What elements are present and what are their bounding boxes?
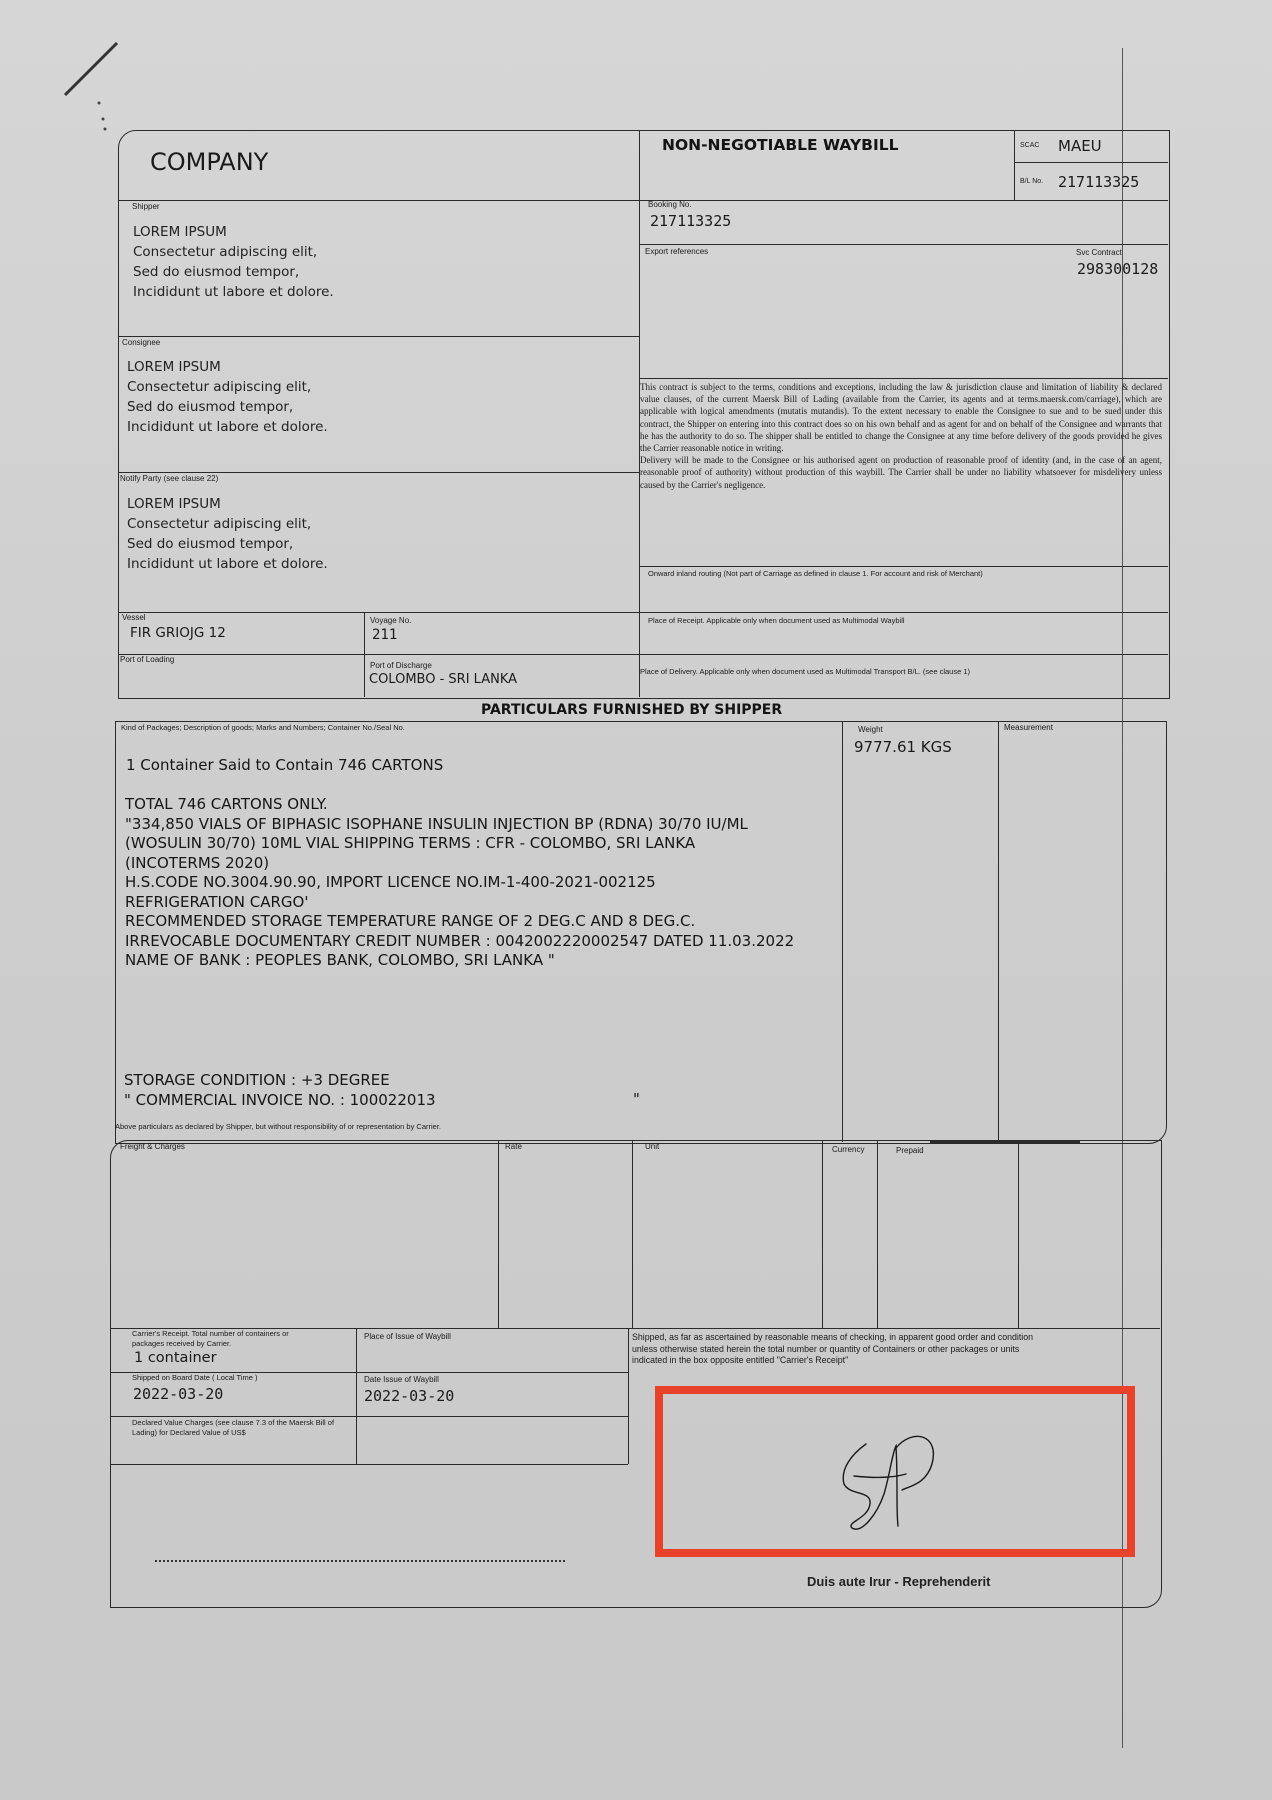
signature-dotted-line (155, 1560, 565, 1562)
cargo-line: " COMMERCIAL INVOICE NO. : 100022013 (124, 1090, 436, 1109)
port-of-discharge-value: COLOMBO - SRI LANKA (369, 672, 518, 687)
terms-top-rule (639, 378, 1168, 379)
cargo-line: NAME OF BANK : PEOPLES BANK, COLOMBO, SRI LANKA " (125, 951, 555, 969)
carriers-receipt-label (132, 1329, 289, 1349)
scac-label: SCAC (1020, 142, 1040, 149)
prepaid-label: Prepaid (896, 1146, 924, 1155)
consignee-line: Consectetur adipiscing elit, (127, 379, 312, 395)
cargo-line: IRREVOCABLE DOCUMENTARY CREDIT NUMBER : 0042002220002547 DATED 11.03.2022 (125, 931, 795, 950)
declared-label-line: Lading) for Declared Value of US$ (132, 1428, 246, 1437)
cargo-line: STORAGE CONDITION : +3 DEGREE (124, 1071, 390, 1089)
svc-contract-label: Svc Contract (1076, 248, 1122, 257)
declared-value-label (132, 1418, 334, 1438)
bl-no-value: 217113325 (1058, 173, 1140, 191)
contract-terms (640, 381, 1162, 491)
place-of-receipt-label: Place of Receipt. Applicable only when document used as Multimodal Waybill (648, 616, 905, 625)
notify-line: Consectetur adipiscing elit, (127, 516, 312, 532)
currency-divider (822, 1140, 823, 1328)
bl-no-label: B/L No. (1020, 178, 1044, 185)
measurement-label: Measurement (1004, 723, 1053, 732)
cargo-line: "334,850 VIALS OF BIPHASIC ISOPHANE INSULIN INJECTION BP (RDNA) 30/70 IU/ML (125, 814, 748, 833)
onward-top-rule (639, 566, 1168, 567)
collect-divider (1018, 1140, 1019, 1328)
cargo-line: (INCOTERMS 2020) (125, 853, 270, 872)
container-line (126, 756, 443, 776)
onward-routing-label: Onward inland routing (Not part of Carriage as defined in clause 1. For account and risk of Merchant) (648, 569, 983, 578)
smudge-mark (930, 1140, 1080, 1143)
declared-bottom-rule (110, 1464, 628, 1465)
shipper-line: LOREM IPSUM (133, 224, 227, 240)
statement-line: unless otherwise stated herein the total number or quantity of Containers or other packages or units (632, 1343, 1020, 1354)
consignee-bottom-rule (118, 472, 639, 473)
company-bottom-rule (118, 200, 639, 201)
receipt-divider (356, 1328, 357, 1464)
declared-top-rule (110, 1416, 628, 1417)
storage-condition (124, 1071, 436, 1110)
vessel-label: Vessel (122, 613, 146, 622)
unit-label: Unit (645, 1142, 660, 1151)
weight-value: 9777.61 KGS (854, 738, 952, 756)
weight-label: Weight (858, 725, 883, 734)
description-label: Kind of Packages; Description of goods; Marks and Numbers; Container No./Seal No. (121, 723, 405, 732)
port-of-discharge-label: Port of Discharge (370, 661, 432, 670)
vessel-value: FIR GRIOJG 12 (130, 625, 226, 641)
shipper-label: Shipper (132, 202, 160, 211)
booking-label: Booking No. (648, 200, 692, 209)
lower-center-divider (628, 1328, 629, 1464)
statement-line: Shipped, as far as ascertained by reasonable means of checking, in apparent good order and condition (632, 1332, 1034, 1342)
signature-mark (832, 1424, 962, 1534)
scac-divider (1014, 130, 1015, 200)
notify-line: Incididunt ut labore et dolore. (127, 556, 328, 572)
particulars-footnote: Above particulars as declared by Shipper, but without responsibility of or representation by Carrier. (115, 1122, 442, 1131)
cargo-line: REFRIGERATION CARGO' (125, 892, 309, 911)
receipt-label-line: packages received by Carrier. (132, 1339, 232, 1348)
cargo-line: (WOSULIN 30/70) 10ML VIAL SHIPPING TERMS : CFR - COLOMBO, SRI LANKA (125, 834, 696, 852)
consignee-line: LOREM IPSUM (127, 359, 221, 375)
statement-line: indicated in the box opposite entitled "Carrier's Receipt" (632, 1355, 849, 1365)
notify-line: Sed do eiusmod tempor, (127, 536, 294, 552)
cargo-description (125, 795, 794, 971)
voyage-label: Voyage No. (370, 616, 412, 625)
terms-paragraph: Delivery will be made to the Consignee or his authorised agent on production of reasonable proof of identity (and, in the case of an agent, reasonable proof of authority) without production of this waybill. The Carrier shall be under no liability whatsoever for misdelivery unless caused by the Carrier's negligence. (640, 455, 1162, 490)
shipper-bottom-rule (118, 336, 639, 337)
vessel-top-rule (118, 612, 1168, 613)
loading-top-rule (118, 654, 1168, 655)
shipper-line: Consectetur adipiscing elit, (133, 244, 318, 260)
unit-divider (632, 1140, 633, 1328)
consignee-line: Incididunt ut labore et dolore. (127, 419, 328, 435)
place-of-delivery-label: Place of Delivery. Applicable only when document used as Multimodal Transport B/L. (see clause 1) (640, 667, 971, 676)
shipped-statement (632, 1332, 1033, 1367)
carriers-receipt-value: 1 container (134, 1350, 217, 1366)
notify-line: LOREM IPSUM (127, 496, 221, 512)
scac-rule (1014, 162, 1168, 163)
weight-divider (842, 721, 843, 1142)
place-of-issue-label: Place of Issue of Waybill (364, 1332, 451, 1341)
currency-label: Currency (832, 1145, 865, 1154)
terms-paragraph: This contract is subject to the terms, conditions and exceptions, including the law & jurisdiction clause and limitation of liability & declared value clauses, of the current Maersk Bill of Lading (available from the Carrier, its agents and at terms.maersk.com/carriage), which are applicable with logical amendments (mutatis mutandis). To the extent necessary to enable the Consignee to sue and to be sued under this contract, the Shipper on entering into this contract does so on his own behalf and as agent for and on behalf of the Consignee and warrants that he has the authority to do so. The shipper shall be entitled to change the Consignee at any time before delivery of the goods provided he gives the Carrier reasonable notice in writing. (640, 382, 1162, 454)
invoice-trailing-quote: " (633, 1090, 640, 1108)
voyage-value: 211 (372, 627, 398, 643)
shipped-on-board-value: 2022-03-20 (133, 1385, 224, 1403)
export-references-label: Export references (645, 247, 709, 256)
notify-party-label: Notify Party (see clause 22) (120, 474, 219, 483)
header-bottom-rule (639, 200, 1168, 201)
cargo-line: TOTAL 746 CARTONS ONLY. (125, 795, 328, 813)
booking-value: 217113325 (650, 212, 732, 230)
prepaid-divider (877, 1140, 878, 1328)
shipped-on-board-label: Shipped on Board Date ( Local Time ) (132, 1373, 258, 1382)
cargo-line: RECOMMENDED STORAGE TEMPERATURE RANGE OF 2 DEG.C AND 8 DEG.C. (125, 912, 696, 930)
notify-party-address (127, 494, 328, 574)
cargo-line: H.S.CODE NO.3004.90.90, IMPORT LICENCE NO.IM-1-400-2021-002125 (125, 873, 656, 891)
declared-label-line: Declared Value Charges (see clause 7.3 of the Maersk Bill of (132, 1418, 335, 1427)
svc-contract-value: 298300128 (1077, 260, 1159, 278)
measurement-divider (998, 721, 999, 1142)
particulars-heading: PARTICULARS FURNISHED BY SHIPPER (481, 702, 783, 718)
consignee-address (127, 357, 328, 437)
company-name: COMPANY (150, 148, 269, 176)
rate-label: Rate (505, 1142, 522, 1151)
rate-divider (498, 1140, 499, 1328)
scac-value: MAEU (1058, 137, 1102, 155)
date-of-issue-value: 2022-03-20 (364, 1387, 455, 1405)
shipper-address (133, 222, 334, 302)
booking-bottom-rule (639, 244, 1168, 245)
date-of-issue-label: Date Issue of Waybill (364, 1375, 439, 1384)
port-of-loading-label: Port of Loading (120, 655, 175, 664)
cargo-line: 1 Container Said to Contain 746 CARTONS (126, 756, 444, 774)
shipper-line: Sed do eiusmod tempor, (133, 264, 300, 280)
consignee-line: Sed do eiusmod tempor, (127, 399, 294, 415)
receipt-label-line: Carrier's Receipt. Total number of containers or (132, 1329, 289, 1338)
signature-caption: Duis aute Irur - Reprehenderit (807, 1574, 991, 1589)
shipper-line: Incididunt ut labore et dolore. (133, 284, 334, 300)
consignee-label: Consignee (122, 338, 161, 347)
freight-charges-label: Freight & Charges (120, 1142, 185, 1151)
doc-title: NON-NEGOTIABLE WAYBILL (662, 136, 899, 154)
